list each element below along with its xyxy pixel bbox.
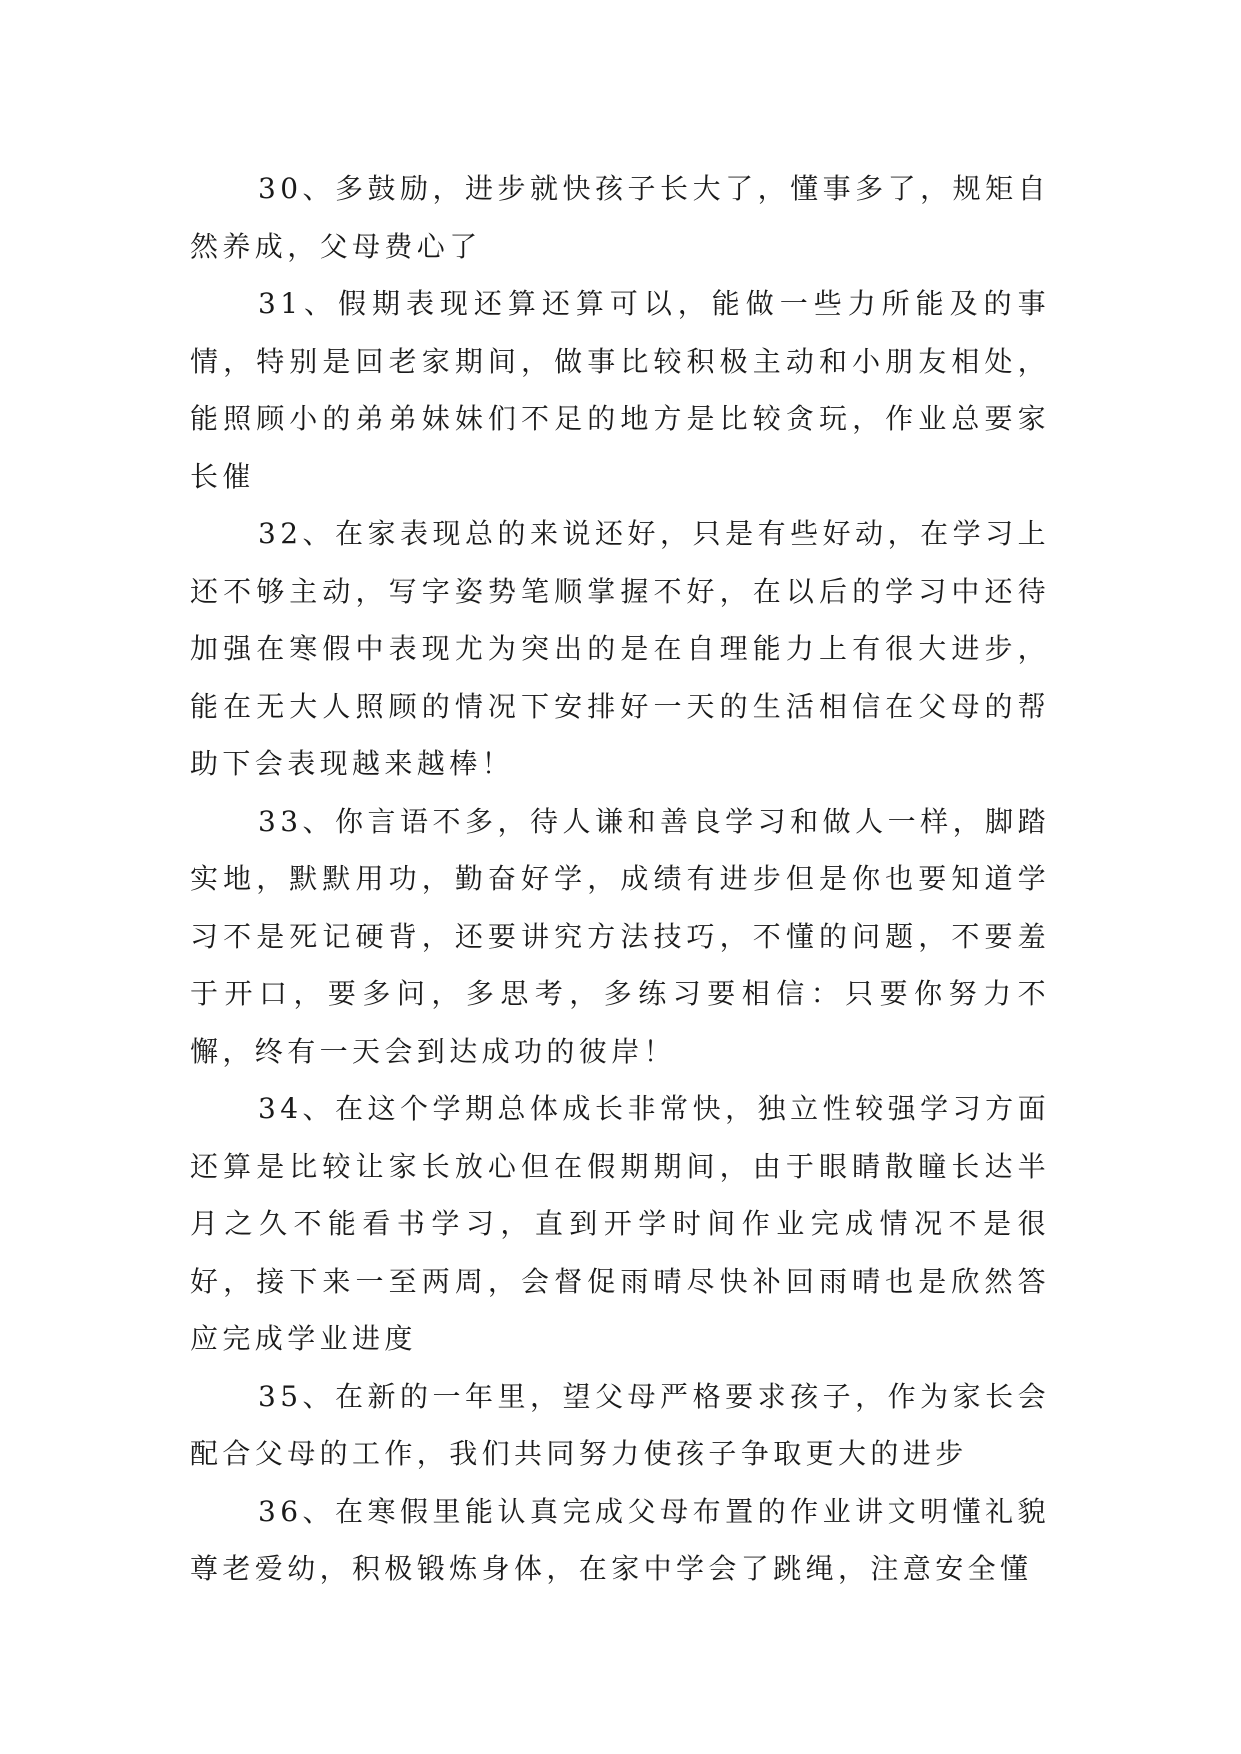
document-body [190,160,1050,1598]
paragraph-30: 30、多鼓励，进步就快孩子长大了，懂事多了，规矩自然养成，父母费心了 [190,172,1050,263]
paragraph-36: 36、在寒假里能认真完成父母布置的作业讲文明懂礼貌尊老爱幼，积极锻炼身体，在家中学会了跳绳，注意安全懂 [190,1494,1050,1585]
paragraph-35: 35、在新的一年里，望父母严格要求孩子，作为家长会配合父母的工作，我们共同努力使孩子争取更大的进步 [190,1379,1050,1470]
paragraph-31: 31、假期表现还算还算可以，能做一些力所能及的事情，特别是回老家期间，做事比较积极主动和小朋友相处，能照顾小的弟弟妹妹们不足的地方是比较贪玩，作业总要家长催 [190,287,1050,493]
paragraph-33: 33、你言语不多，待人谦和善良学习和做人一样，脚踏实地，默默用功，勤奋好学，成绩有进步但是你也要知道学习不是死记硬背，还要讲究方法技巧，不懂的问题，不要羞于开口，要多问，多思考，多练习要相信：只要你努力不懈，终有一天会到达成功的彼岸！ [190,804,1050,1068]
paragraph-34: 34、在这个学期总体成长非常快，独立性较强学习方面还算是比较让家长放心但在假期期间，由于眼睛散瞳长达半月之久不能看书学习，直到开学时间作业完成情况不是很好，接下来一至两周，会督促雨晴尽快补回雨晴也是欣然答应完成学业进度 [190,1092,1050,1355]
paragraph-32: 32、在家表现总的来说还好，只是有些好动，在学习上还不够主动，写字姿势笔顺掌握不好，在以后的学习中还待加强在寒假中表现尤为突出的是在自理能力上有很大进步，能在无大人照顾的情况下安排好一天的生活相信在父母的帮助下会表现越来越棒！ [190,517,1050,780]
